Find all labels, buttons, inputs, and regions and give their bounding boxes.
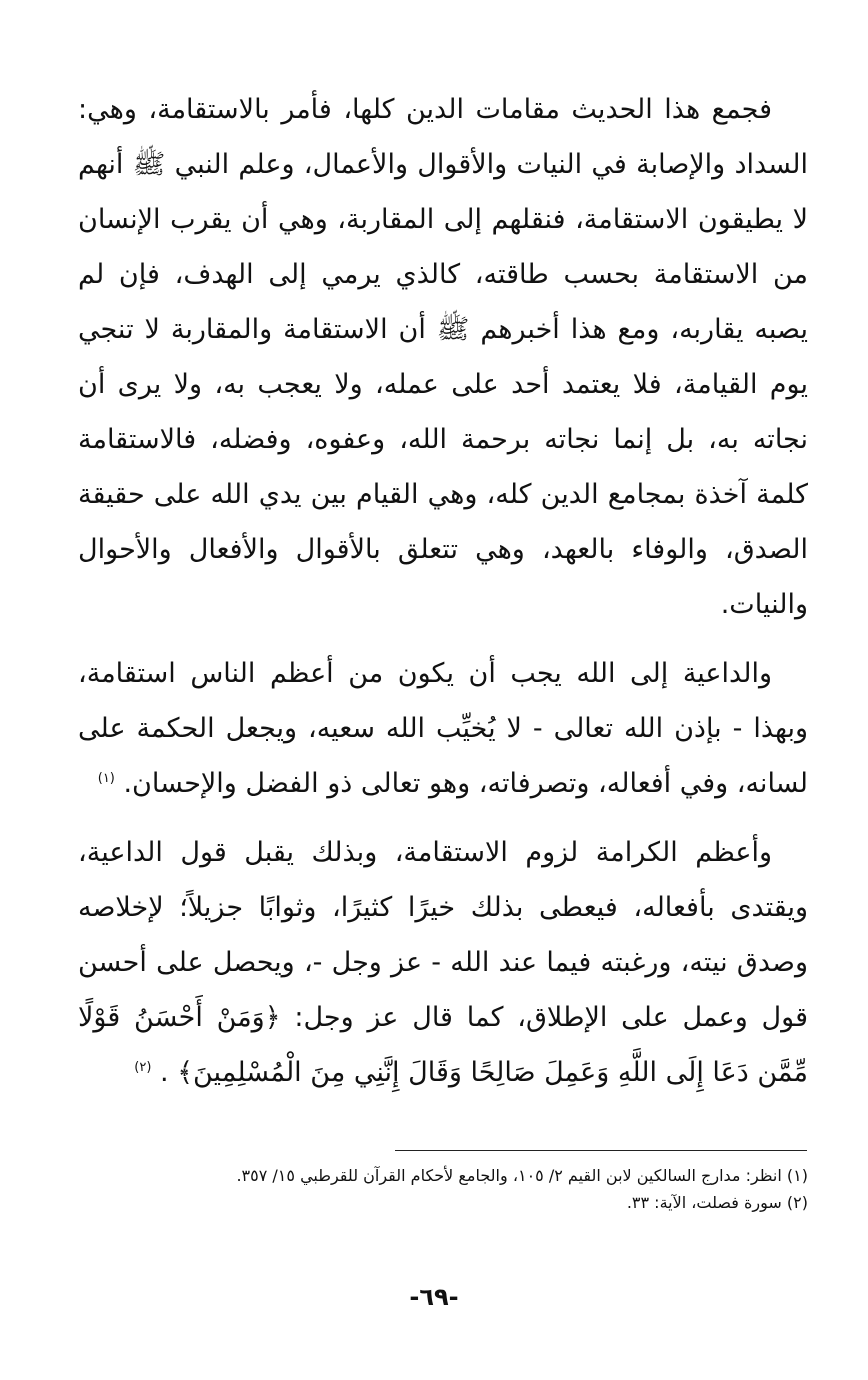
footnotes [78,1162,808,1216]
paragraph-1-text: فجمع هذا الحديث مقامات الدين كلها، فأمر بالاستقامة، وهي: السداد والإصابة في النيات والأقوال والأعمال، وعلم النبي ﷺ أنهم لا يطيقون الاستقامة، فنقلهم إلى المقاربة، وهي أن يقرب الإنسان من الاستقامة بحسب طاقته، كالذي يرمي إلى الهدف، فإن لم يصبه يقاربه، ومع هذا أخبرهم ﷺ أن الاستقامة والمقاربة لا تنجي يوم القيامة، فلا يعتمد أحد على عمله، ولا يعجب به، ولا يرى أن نجاته به، بل إنما نجاته برحمة الله، وعفوه، وفضله، فالاستقامة كلمة آخذة بمجامع الدين كله، وهي القيام بين يدي الله على حقيقة الصدق، والوفاء بالعهد، وهي تتعلق بالأقوال والأفعال والأحوال والنيات. [78,94,808,620]
paragraph-3-tail: . [160,1057,169,1088]
paragraph-3 [78,825,808,1100]
paragraph-2 [78,646,808,811]
footnote-2: (٢) سورة فصلت، الآية: ٣٣. [626,1193,808,1212]
footnote-1: (١) انظر: مدارج السالكين لابن القيم ٢/ ١٠٥، والجامع لأحكام القرآن للقرطبي ١٥/ ٣٥٧. [236,1166,808,1185]
main-text [78,82,808,1100]
footnote-separator [395,1150,807,1151]
footnote-ref-2[interactable]: (٢) [134,1060,152,1075]
page-number: -٦٩- [409,1283,459,1311]
footnote-ref-1[interactable]: (١) [97,771,115,786]
paragraph-3-text: وأعظم الكرامة لزوم الاستقامة، وبذلك يقبل قول الداعية، ويقتدى بأفعاله، فيعطى بذلك خيرًا كثيرًا، وثوابًا جزيلاً؛ لإخلاصه وصدق نيته، ورغبته فيما عند الله - عز وجل -، ويحصل على أحسن قول وعمل على الإطلاق، كما قال عز وجل: [78,837,808,1033]
paragraph-2-text: والداعية إلى الله يجب أن يكون من أعظم الناس استقامة، وبهذا - بإذن الله تعالى - لا يُخيِّب الله سعيه، ويجعل الحكمة على لسانه، وفي أفعاله، وتصرفاته، وهو تعالى ذو الفضل والإحسان. [78,658,808,799]
paragraph-1 [78,82,808,632]
quran-verse: ﴿وَمَنْ أَحْسَنُ قَوْلًا مِّمَّن دَعَا إِلَى اللَّهِ وَعَمِلَ صَالِحًا وَقَالَ إِنَّنِي مِنَ الْمُسْلِمِينَ﴾ [78,1002,808,1088]
